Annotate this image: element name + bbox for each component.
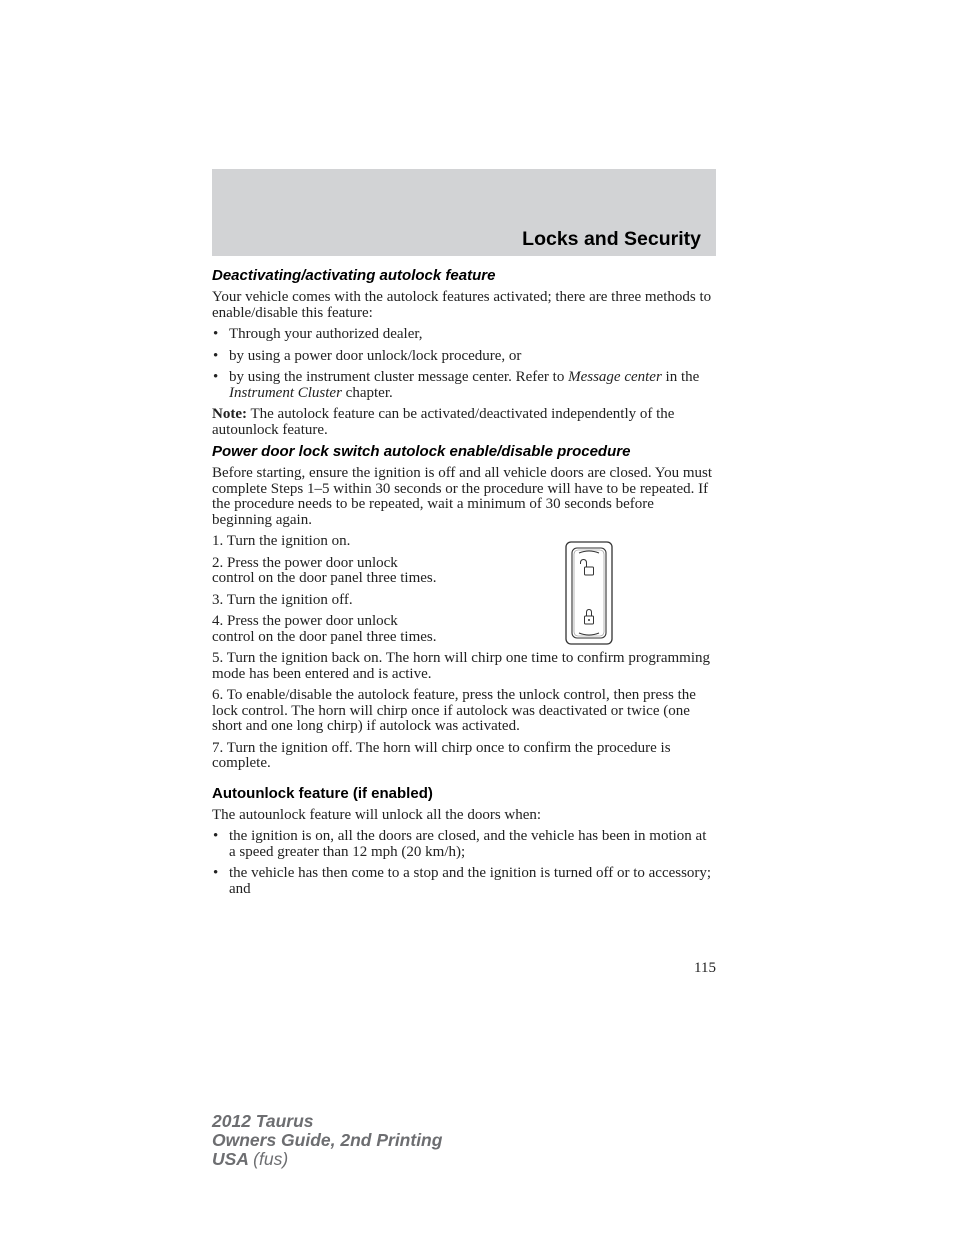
page-number: 115 bbox=[694, 960, 716, 976]
procedure-step: 1. Turn the ignition on. bbox=[212, 533, 351, 549]
note-label: Note: bbox=[212, 406, 247, 422]
procedure-step: 3. Turn the ignition off. bbox=[212, 591, 353, 608]
list-item-text: by using a power door unlock/lock procedure, or bbox=[229, 347, 522, 364]
list-item bbox=[212, 370, 716, 401]
text-run: by using the instrument cluster message center. Refer to bbox=[229, 369, 569, 385]
section-header-band bbox=[212, 169, 716, 256]
footer-region-country: USA bbox=[212, 1149, 254, 1169]
list-item bbox=[212, 829, 716, 860]
procedure-step: 7. Turn the ignition off. The horn will chirp once to confirm the procedure is complete. bbox=[212, 739, 671, 771]
list-item-text: the vehicle has then come to a stop and the ignition is turned off or to accessory; and bbox=[229, 865, 712, 897]
autounlock-intro: The autounlock feature will unlock all the doors when: bbox=[212, 806, 542, 823]
bullet-mark: • bbox=[213, 865, 219, 881]
footer-region-code: (fus) bbox=[253, 1149, 289, 1169]
note-text: The autolock feature can be activated/deactivated independently of the autounlock feature. bbox=[212, 406, 675, 438]
autolock-intro: Your vehicle comes with the autolock features activated; there are three methods to enable/disable this feature: bbox=[212, 289, 712, 321]
cross-reference: Message center bbox=[568, 369, 662, 385]
list-item bbox=[212, 349, 716, 365]
footer-model: 2012 Taurus bbox=[212, 1111, 314, 1131]
text-run: chapter. bbox=[341, 384, 393, 401]
procedure-intro: Before starting, ensure the ignition is off and all vehicle doors are closed. You must complete Steps 1–5 within 30 seconds or the procedure will have to be repeated. If the procedure needs to be repeated, wait a minimum of 30 seconds before beginning again. bbox=[212, 465, 713, 528]
list-item-text bbox=[229, 369, 699, 401]
procedure-step: 6. To enable/disable the autolock feature, press the unlock control, then press the lock control. The horn will chirp once if autolock was deactivated or twice (one short and one long chirp) if autolock was activated. bbox=[212, 687, 696, 734]
document-footer bbox=[212, 1112, 442, 1169]
bullet-mark: • bbox=[213, 347, 219, 364]
autolock-heading: Deactivating/activating autolock feature bbox=[212, 267, 496, 284]
door-lock-switch-illustration bbox=[563, 540, 615, 646]
autounlock-heading: Autounlock feature (if enabled) bbox=[212, 784, 433, 802]
cross-reference: Instrument Cluster bbox=[229, 384, 342, 401]
footer-edition: Owners Guide, 2nd Printing bbox=[212, 1130, 443, 1150]
section-title: Locks and Security bbox=[522, 228, 701, 250]
list-item bbox=[212, 866, 716, 897]
footer-region bbox=[212, 1150, 442, 1169]
list-item-text: the ignition is on, all the doors are closed, and the vehicle has been in motion at a speed greater than 12 mph (20 km/h); bbox=[229, 828, 707, 860]
bullet-mark: • bbox=[213, 326, 219, 342]
page-content bbox=[212, 266, 716, 897]
list-item-text: Through your authorized dealer, bbox=[229, 326, 423, 342]
bullet-mark: • bbox=[213, 369, 219, 385]
text-run: in the bbox=[661, 369, 700, 385]
bullet-mark: • bbox=[213, 828, 219, 844]
procedure-step: 5. Turn the ignition back on. The horn will chirp one time to confirm programming mode has been entered and is active. bbox=[212, 650, 710, 682]
procedure-heading: Power door lock switch autolock enable/disable procedure bbox=[212, 443, 631, 460]
procedure-step: 2. Press the power door unlock control on the door panel three times. bbox=[212, 554, 437, 586]
list-item bbox=[212, 327, 716, 343]
procedure-steps-with-figure bbox=[212, 534, 444, 645]
procedure-step: 4. Press the power door unlock control on the door panel three times. bbox=[212, 613, 437, 645]
note-paragraph bbox=[212, 407, 716, 438]
